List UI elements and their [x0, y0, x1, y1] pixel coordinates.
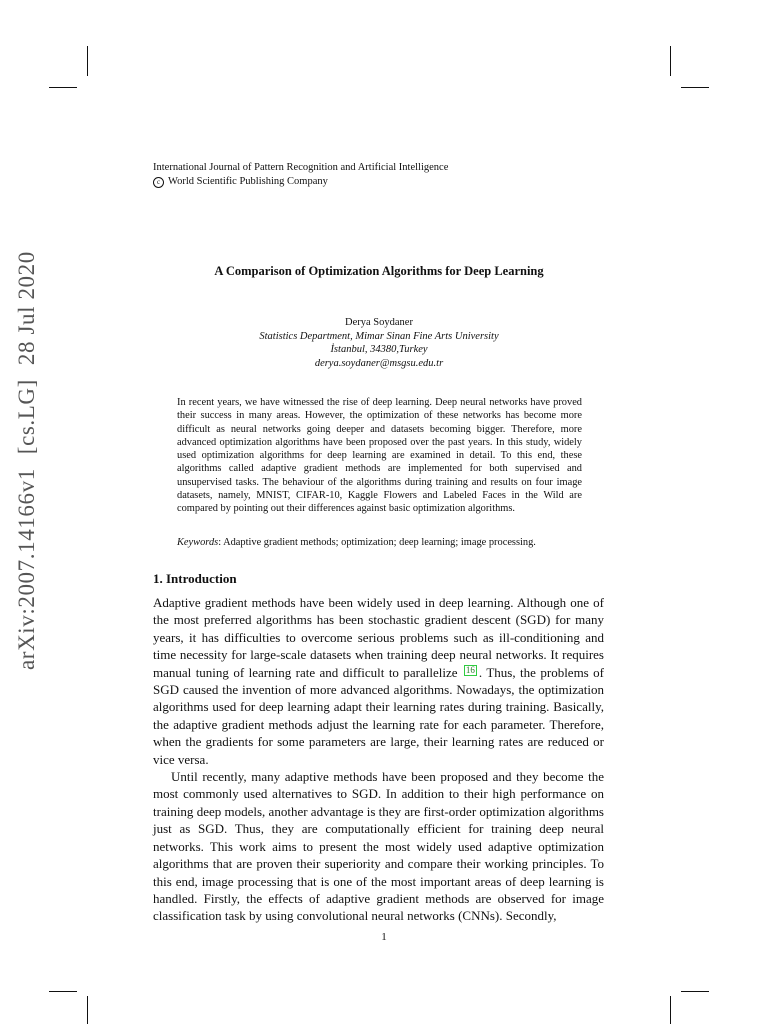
page-number: 1: [381, 931, 387, 943]
crop-mark-bottom-right-h: [681, 991, 709, 992]
journal-header: [153, 161, 448, 189]
crop-mark-top-right-h: [681, 87, 709, 88]
crop-mark-top-left-h: [49, 87, 77, 88]
paragraph-2: Until recently, many adaptive methods have been proposed and they become the most commonly used alternatives to SGD. In addition to their high performance on training deep models, another advantage is they are first-order optimization algorithms just as SGD. Thus, they are computationally efficient for training deep neural networks. This work aims to present the most widely used adaptive optimization algorithms that are proven their superiority and compare their working principles. To this end, image processing that is one of the most important areas of deep learning is handled. Firstly, the effects of adaptive gradient methods are observed for image classification task by using convolutional neural networks (CNNs). Secondly,: [153, 769, 604, 924]
author-location: İstanbul, 34380,Turkey: [330, 344, 428, 355]
keywords-label: Keywords: [177, 537, 219, 548]
citation-link[interactable]: 16: [465, 664, 475, 675]
crop-mark-top-left-v: [87, 46, 88, 76]
journal-publisher: World Scientific Publishing Company: [168, 176, 328, 187]
arxiv-category: [cs.LG]: [14, 379, 39, 455]
crop-mark-bottom-left-h: [49, 991, 77, 992]
author-affiliation: Statistics Department, Mimar Sinan Fine Arts University: [259, 330, 499, 342]
author-name: Derya Soydaner: [345, 317, 413, 328]
section-body: [153, 594, 604, 925]
crop-mark-top-right-v: [670, 46, 671, 76]
section-heading: 1. Introduction: [153, 571, 237, 586]
paragraph-1-start: Adaptive gradient methods have been widely used in deep learning. Although one of the most preferred algorithms has been stochastic gradient descent (SGD) for many years, it has difficulties to overcome serious problems such as ill-conditioning and time necessity for large-scale datasets when training deep neural networks. It requires manual tuning of learning rate and difficult to parallelize: [153, 595, 604, 680]
keywords: [177, 536, 582, 549]
crop-mark-bottom-left-v: [87, 996, 88, 1024]
author-email: derya.soydaner@msgsu.edu.tr: [314, 357, 444, 369]
journal-name: International Journal of Pattern Recognition and Artificial Intelligence: [153, 162, 449, 173]
paragraph-1: [153, 594, 604, 768]
arxiv-id: arXiv:2007.14166v1: [14, 468, 39, 670]
abstract: In recent years, we have witnessed the rise of deep learning. Deep neural networks have proved their success in many areas. However, the optimization of these networks has become more difficult as neural networks going deeper and datasets becoming bigger. Therefore, more advanced optimization algorithms have been proposed over the past years. In this study, widely used optimization algorithms for deep learning are examined in detail. To this end, these algorithms called adaptive gradient methods are implemented for both supervised and unsupervised tasks. The behaviour of the algorithms during training and results on four image datasets, namely, MNIST, CIFAR-10, Kaggle Flowers and Labeled Faces in the Wild are compared by pointing out their differences against basic optimization algorithms.: [177, 397, 582, 515]
author-block: [153, 316, 605, 370]
crop-mark-bottom-right-v: [670, 996, 671, 1024]
paper-title: A Comparison of Optimization Algorithms for Deep Learning: [214, 264, 544, 278]
journal-publisher-line: [153, 175, 448, 189]
keywords-text: : Adaptive gradient methods; optimization; deep learning; image processing.: [218, 537, 536, 548]
arxiv-date: 28 Jul 2020: [14, 251, 39, 366]
arxiv-stamp: [14, 237, 40, 670]
paragraph-1-end: . Thus, the problems of SGD caused the invention of more advanced algorithms. Nowadays, the optimization algorithms used for deep learning adapt their learning rates during training. Basically, the adaptive gradient methods adjust the learning rate for each parameter. Therefore, when the gradients for some parameters are large, their learning rates are reduced or vice versa.: [153, 664, 605, 767]
copyright-icon: c: [153, 177, 164, 188]
